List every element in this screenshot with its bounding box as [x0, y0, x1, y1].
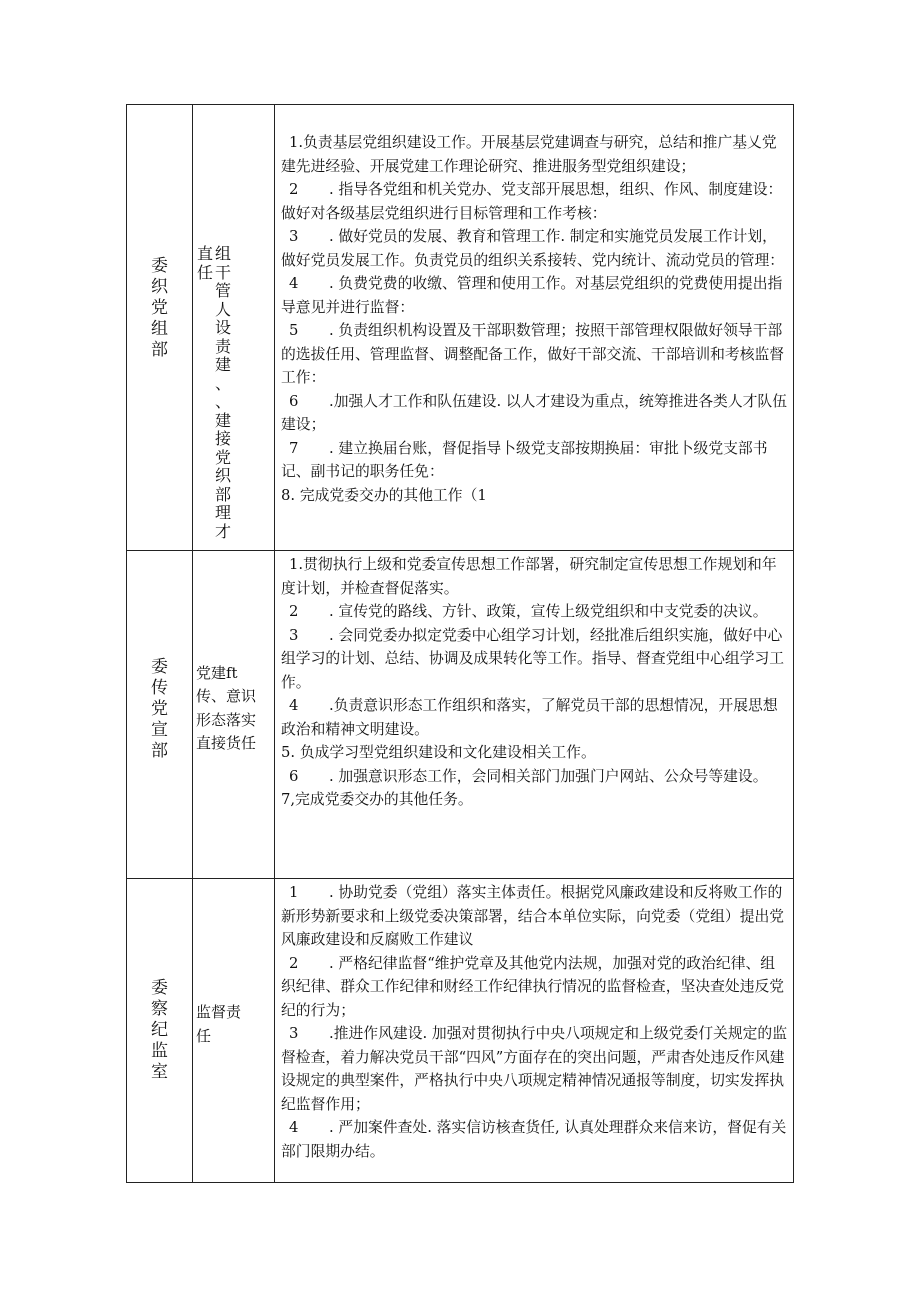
resp-char: 管	[214, 281, 231, 300]
duty-number: 1.	[289, 556, 304, 573]
resp-cell-propaganda	[193, 551, 275, 879]
duty-item	[281, 225, 789, 272]
duty-number: 6	[289, 392, 299, 410]
dept-char: 察	[151, 999, 168, 1019]
duty-item	[281, 484, 789, 508]
resp-char: 理	[214, 503, 231, 522]
dept-char: 纪	[151, 1020, 168, 1040]
duty-text: . 负责组织机构设置及干部职数管理；按照干部管理权限做好领导干部的选拔任用、管理监督、调整配备工作，做好干部交流、干部培训和考核监督工作：	[281, 322, 785, 386]
duty-item	[281, 272, 789, 319]
dept-char: 传	[151, 678, 168, 698]
duty-text: 负成学习型党组织建设和文化建设相关工作。	[295, 744, 596, 761]
duty-text: . 协助党委（党组）落实主体责任。根据党风廉政建设和反将败工作的新形势新要求和上级党委决策部署，结合本单位实际，向党委（党组）提出党风廉政建设和反腐败工作建议	[281, 884, 785, 948]
duty-text: . 严格纪律监督“维护党章及其他党内法规，加强对党的政治纪律、组织纪律、群众工作纪律和财经工作纪律执行情况的监督检查，坚决查处违反党纪的行为；	[281, 954, 785, 1019]
duty-item	[281, 788, 789, 812]
duty-item	[281, 131, 789, 178]
duty-text: . 加强意识形态工作，会同相关部门加强门户网站、公众号等建设。	[329, 767, 768, 785]
resp-char: 设	[214, 318, 231, 337]
resp-line: 任	[196, 1026, 212, 1045]
duty-number: 5.	[281, 744, 296, 761]
duty-number: 3	[289, 626, 299, 644]
duty-text: 贯彻执行上级和党委宣传思想工作部署，研究制定宣传思想工作规划和年度计划，并检查督促落实。	[281, 556, 777, 597]
resp-line: 党建ft	[196, 663, 238, 682]
duty-number: 8.	[281, 486, 296, 504]
dept-char: 委	[151, 256, 168, 276]
resp-line: 传、意识	[196, 687, 257, 705]
duty-number: 2	[289, 954, 299, 972]
dept-char: 部	[151, 340, 168, 360]
duty-text: . 做好党员的发展、教育和管理工作. 制定和实施党员发展工作计划，做好党员发展工作。负责党员的组织关系接转、党内统计、流动党员的管理：	[281, 228, 785, 269]
duty-number: 4	[289, 275, 299, 292]
resp-char: 任	[196, 262, 213, 282]
duty-number: 1.	[289, 134, 304, 151]
duty-text: . 宣传党的路线、方针、政策，宣传上级党组织和中支党委的决议。	[329, 603, 768, 620]
dept-cell-discipline	[127, 879, 193, 1183]
duty-number: 2	[289, 181, 299, 198]
resp-char: 党	[214, 447, 231, 467]
dept-char: 委	[151, 978, 168, 998]
resp-char: 建	[214, 355, 231, 374]
resp-char: 部	[214, 484, 231, 504]
duty-item	[281, 694, 789, 741]
duty-text: . 会同党委办拟定党委中心组学习计划，经批准后组织实施，做好中心组学习的计划、总结、协调及成果转化等工作。指导、督查党组中心组学习工作。	[281, 626, 785, 691]
dept-char: 监	[151, 1041, 168, 1061]
duty-item	[281, 600, 789, 624]
resp-cell-discipline	[193, 879, 275, 1183]
duty-number: 3	[289, 228, 299, 245]
duty-number: 7,	[281, 791, 296, 808]
resp-line: 形态落实	[196, 710, 257, 729]
duties-cell-discipline	[275, 879, 794, 1183]
duty-item	[281, 437, 789, 484]
dept-char: 室	[151, 1062, 168, 1082]
duty-item	[281, 765, 789, 789]
dept-cell-propaganda	[127, 551, 193, 879]
duty-number: 5	[289, 322, 299, 339]
duty-item	[281, 1022, 789, 1116]
duty-text: 完成党委交办的其他工作（1	[295, 486, 487, 504]
dept-char: 宣	[151, 720, 168, 740]
resp-char: 才	[214, 521, 231, 541]
duty-text: . 建立换届台账，督促指导卜级党支部按期换届：审批卜级党支部书记、副书记的职务任免：	[281, 439, 768, 480]
resp-char: 、	[214, 373, 231, 393]
duty-text: .负责意识形态工作组织和落实，了解党员干部的思想情况，开展思想政治和精神文明建设。	[281, 697, 778, 738]
resp-char: 组	[214, 244, 231, 263]
resp-line: 直接货任	[196, 734, 257, 752]
duty-text: . 负费党费的收缴、管理和使用工作。对基层党组织的党费使用提出指导意见并进行监督：	[281, 275, 783, 316]
duty-number: 4	[289, 1119, 299, 1136]
dept-char: 部	[151, 741, 168, 761]
duty-text: .推进作风建设. 加强对贯彻执行中央八项规定和上级党委仃关规定的监督检查，着力解决党员干部“四风”方面存在的突出问题，严肃杳处违反作风建设规定的典型案件，严格执行中央八项规定精神情况通报等制度，切实发挥执纪监督作用；	[281, 1025, 788, 1113]
resp-cell-organization	[193, 105, 275, 551]
table-row-organization	[127, 105, 794, 551]
duties-cell-organization	[275, 105, 794, 551]
resp-char: 干	[214, 262, 231, 282]
duty-number: 2	[289, 603, 299, 620]
duty-item	[281, 1116, 789, 1163]
duty-text: . 指导各党组和机关党办、党支部开展思想，组织、作风、制度建设：做好对各级基层党组织进行目标管理和工作考核：	[281, 181, 783, 222]
duty-item	[281, 390, 789, 437]
duty-item	[281, 881, 789, 952]
resp-char: 接	[214, 429, 231, 448]
dept-char: 委	[151, 657, 168, 677]
duty-item	[281, 178, 789, 225]
dept-char: 党	[151, 699, 168, 719]
resp-char: 人	[214, 299, 231, 319]
table-row-discipline	[127, 879, 794, 1183]
responsibility-table	[126, 104, 794, 1183]
duty-text: 完成党委交办的其他任务。	[295, 791, 473, 808]
duty-text: . 严加案件查处. 落实信访核查货任, 认真处理群众来信来访，督促有关部门限期办结。	[281, 1119, 787, 1160]
dept-char: 织	[151, 277, 168, 297]
duty-number: 3	[289, 1025, 299, 1042]
resp-char: 、	[214, 392, 231, 411]
duty-text: 负责基层党组织建设工作。开展基层党建调查与研究，总结和推广基乂党建先进经验、开展党建工作理论研究、推进服务型党组织建设；	[281, 134, 777, 175]
resp-char: 建	[214, 410, 231, 430]
duty-item	[281, 741, 789, 765]
duty-item	[281, 624, 789, 695]
resp-char: 织	[214, 466, 231, 485]
resp-char: 直	[196, 244, 213, 263]
dept-char: 组	[151, 319, 168, 339]
resp-char: 责	[214, 336, 231, 356]
duty-number: 6	[289, 767, 299, 785]
duty-item	[281, 952, 789, 1023]
duty-text: .加强人才工作和队伍建设. 以人才建设为重点，统筹推进各类人才队伍建设；	[281, 392, 788, 433]
dept-cell-organization	[127, 105, 193, 551]
duty-number: 1	[289, 884, 299, 901]
duty-number: 4	[289, 697, 299, 714]
dept-char: 党	[151, 298, 168, 318]
duties-cell-propaganda	[275, 551, 794, 879]
duty-number: 7	[289, 439, 299, 457]
duty-item	[281, 553, 789, 600]
table-row-propaganda	[127, 551, 794, 879]
duty-item	[281, 319, 789, 390]
resp-line: 监督责	[196, 1003, 242, 1021]
